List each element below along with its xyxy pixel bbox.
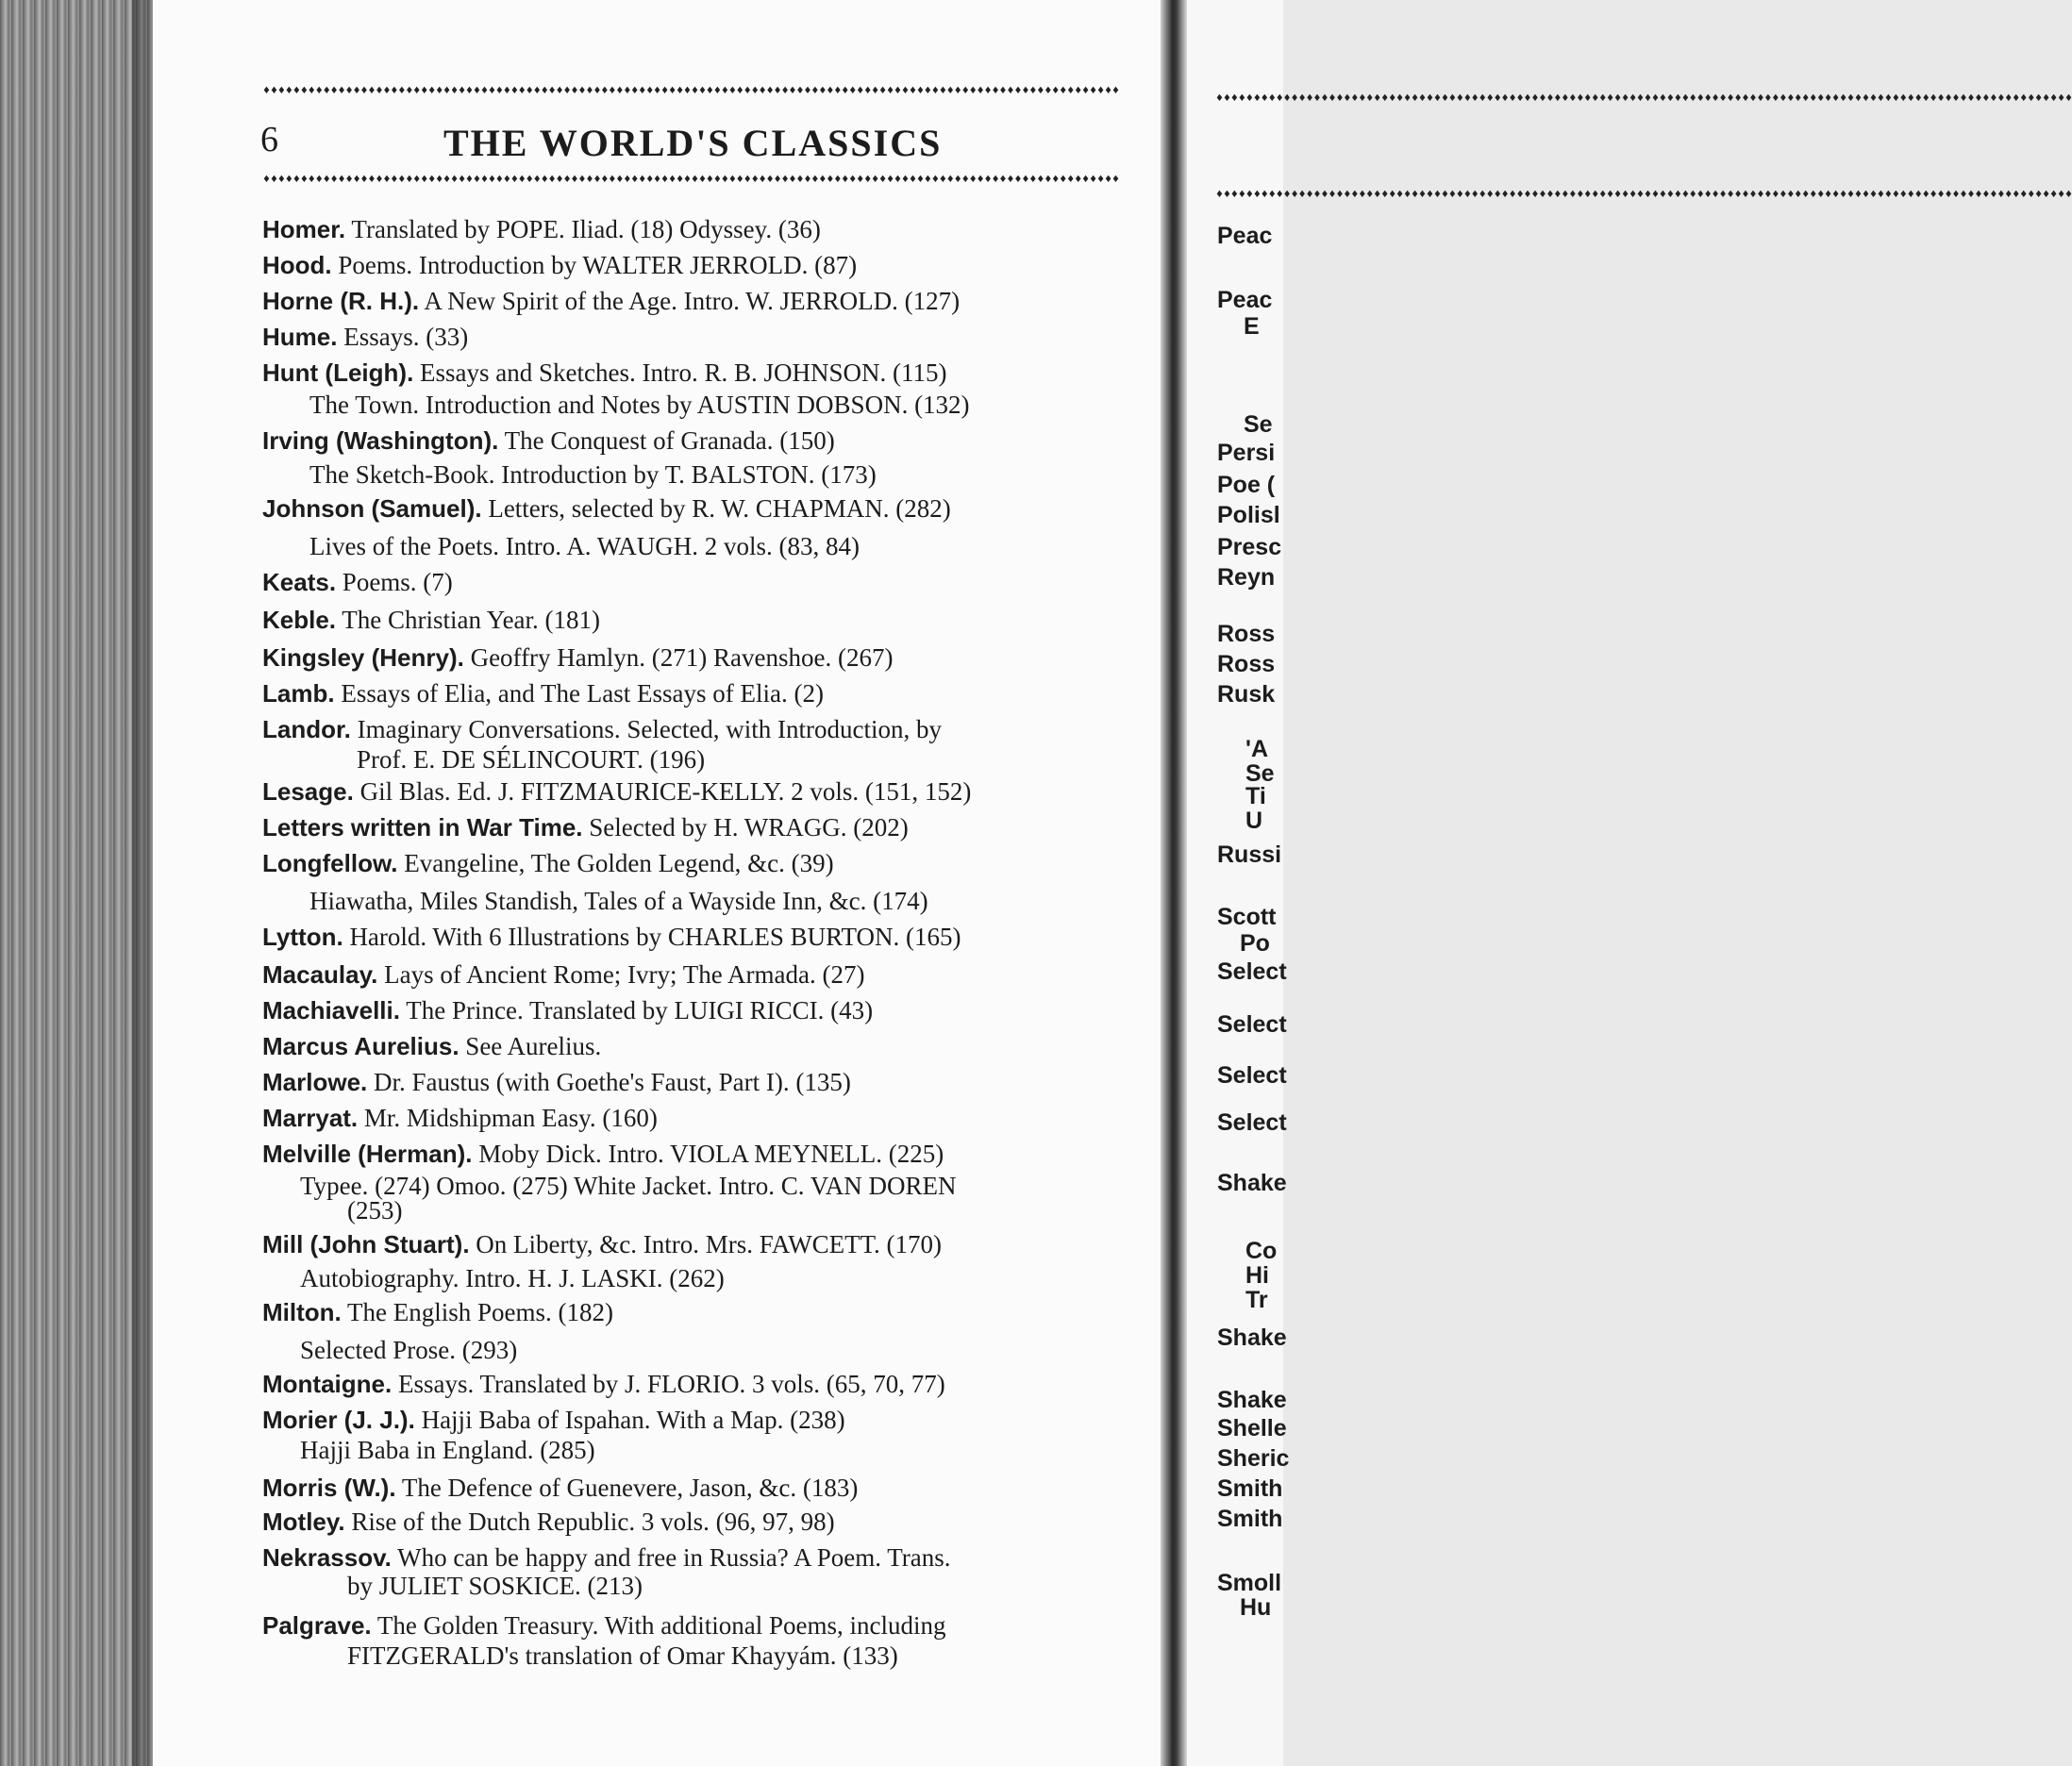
facing-entry: Smith: [1217, 1506, 1283, 1532]
author-name: Keble.: [262, 606, 337, 634]
entry-text: Prof. E. DE SÉLINCOURT. (196): [357, 745, 706, 774]
facing-entry: Smith: [1217, 1475, 1283, 1502]
facing-entry: Se: [1245, 760, 1275, 787]
entry-text: Lives of the Poets. Intro. A. WAUGH. 2 vols. (83, 84): [309, 532, 860, 560]
author-name: Hume.: [262, 323, 338, 351]
facing-entry: Shake: [1217, 1324, 1287, 1351]
facing-entry: Se: [1244, 411, 1273, 438]
facing-entry: Ross: [1217, 621, 1276, 647]
facing-entry: Hu: [1240, 1594, 1272, 1621]
author-name: Marlowe.: [262, 1068, 368, 1096]
author-name: Marcus Aurelius.: [262, 1032, 460, 1060]
catalogue-line: [309, 885, 928, 917]
catalogue-line: [262, 847, 834, 879]
author-name: Lytton.: [262, 923, 343, 951]
entry-text: Letters, selected by R. W. CHAPMAN. (282): [488, 494, 951, 523]
catalogue-line: [300, 1262, 725, 1294]
catalogue-line: [262, 604, 600, 636]
entry-text: The Defence of Guenevere, Jason, &c. (183): [401, 1474, 859, 1502]
entry-text: FITZGERALD's translation of Omar Khayyám. (133): [347, 1641, 898, 1670]
catalogue-line: [262, 1066, 851, 1098]
entry-text: The Town. Introduction and Notes by AUSTIN DOBSON. (132): [309, 391, 970, 419]
author-name: Palgrave.: [262, 1611, 372, 1640]
entry-text: Hajji Baba in England. (285): [300, 1436, 595, 1464]
entry-text: Essays and Sketches. Intro. R. B. JOHNSON. (115): [420, 358, 947, 387]
entry-text: See Aurelius.: [465, 1032, 602, 1060]
catalogue-line: [262, 321, 468, 353]
catalogue-line: [262, 1228, 942, 1260]
entry-text: Essays. (33): [343, 323, 469, 351]
entry-text: The Golden Treasury. With additional Poems, including: [376, 1611, 946, 1640]
book-gutter: [1161, 0, 1187, 1766]
catalogue-line: [262, 677, 824, 709]
facing-entry: Persi: [1217, 440, 1276, 466]
author-name: Kingsley (Henry).: [262, 643, 464, 672]
facing-entry: Peac: [1217, 287, 1273, 313]
catalogue-line: [262, 1102, 658, 1134]
author-name: Johnson (Samuel).: [262, 494, 482, 523]
catalogue-line: [262, 994, 873, 1026]
facing-entry: 'A: [1245, 736, 1268, 762]
author-name: Keats.: [262, 568, 337, 596]
top-ornament-rule: ♦♦♦♦♦♦♦♦♦♦♦♦♦♦♦♦♦♦♦♦♦♦♦♦♦♦♦♦♦♦♦♦♦♦♦♦♦♦♦♦♦♦♦♦♦♦♦♦♦♦♦♦♦♦♦♦♦♦♦♦♦♦♦♦♦♦♦♦♦♦♦♦♦♦♦♦♦♦♦♦♦♦♦♦♦♦♦♦♦♦♦♦♦♦♦♦♦♦♦♦♦♦♦♦♦♦♦♦♦♦♦♦♦♦: [262, 86, 1119, 96]
catalogue-line: [262, 1404, 845, 1436]
entry-text: Evangeline, The Golden Legend, &c. (39): [404, 849, 834, 877]
entry-text: Essays. Translated by J. FLORIO. 3 vols. (65, 70, 77): [397, 1370, 945, 1398]
facing-entry: Select: [1217, 1109, 1287, 1136]
author-name: Letters written in War Time.: [262, 813, 583, 841]
entry-text: Moby Dick. Intro. VIOLA MEYNELL. (225): [478, 1140, 944, 1168]
facing-entry: Rusk: [1217, 681, 1276, 708]
author-name: Homer.: [262, 215, 346, 243]
catalogue-line: [262, 1368, 945, 1400]
facing-entry: Po: [1240, 930, 1270, 957]
entry-text: Who can be happy and free in Russia? A Poem. Trans.: [397, 1543, 951, 1572]
entry-text: Selected by H. WRAGG. (202): [589, 813, 909, 841]
facing-entry: Select: [1217, 1011, 1287, 1038]
author-name: Longfellow.: [262, 849, 398, 877]
catalogue-line: [262, 492, 951, 525]
catalogue-line: [262, 285, 960, 317]
catalogue-line: [262, 641, 893, 674]
catalogue-line: [262, 249, 857, 281]
catalogue-line: [262, 425, 835, 457]
facing-entry: Hi: [1245, 1262, 1269, 1289]
catalogue-line: [262, 1609, 946, 1641]
entry-text: Rise of the Dutch Republic. 3 vols. (96, 97, 98): [351, 1508, 835, 1536]
facing-entry: Polisl: [1217, 502, 1280, 528]
entry-text: Geoffry Hamlyn. (271) Ravenshoe. (267): [470, 643, 894, 672]
author-name: Morris (W.).: [262, 1474, 396, 1502]
entry-text: Gil Blas. Ed. J. FITZMAURICE-KELLY. 2 vols. (151, 152): [359, 777, 972, 806]
facing-entry: Smoll: [1217, 1570, 1282, 1596]
author-name: Montaigne.: [262, 1370, 393, 1398]
facing-entry: Russi: [1217, 841, 1282, 868]
author-name: Macaulay.: [262, 960, 378, 989]
author-name: Mill (John Stuart).: [262, 1230, 470, 1258]
catalogue-line: [262, 1472, 858, 1504]
entry-text: Hajji Baba of Ispahan. With a Map. (238): [421, 1406, 845, 1434]
facing-entry: Co: [1245, 1238, 1278, 1264]
facing-entry: Tr: [1245, 1287, 1268, 1313]
facing-entry: Ti: [1245, 783, 1266, 809]
entry-text: Mr. Midshipman Easy. (160): [363, 1104, 658, 1132]
page-number: 6: [260, 120, 278, 159]
facing-ornament-top: ♦♦♦♦♦♦♦♦♦♦♦♦♦♦♦♦♦♦♦♦♦♦♦♦♦♦♦♦♦♦♦♦♦♦♦♦♦♦♦♦♦♦♦♦♦♦♦♦♦♦♦♦♦♦♦♦♦♦♦♦♦♦♦♦♦♦♦♦♦♦♦♦♦♦♦♦♦♦♦♦♦♦♦♦♦♦♦♦♦♦♦♦♦♦♦♦♦♦♦♦♦♦♦♦♦♦♦♦♦♦♦♦♦♦: [1215, 93, 2072, 104]
entry-text: Selected Prose. (293): [300, 1336, 518, 1364]
author-name: Melville (Herman).: [262, 1140, 473, 1168]
author-name: Morier (J. J.).: [262, 1406, 415, 1434]
catalogue-line: [262, 1506, 835, 1538]
facing-entry: Ross: [1217, 651, 1276, 677]
facing-entry: Peac: [1217, 223, 1273, 249]
catalogue-line: [262, 213, 821, 245]
author-name: Motley.: [262, 1508, 345, 1536]
page-title: THE WORLD'S CLASSICS: [443, 122, 943, 164]
author-name: Horne (R. H.).: [262, 287, 420, 315]
entry-text: (253): [347, 1196, 403, 1225]
entry-text: Autobiography. Intro. H. J. LASKI. (262): [300, 1264, 725, 1292]
facing-entry: Shelle: [1217, 1415, 1287, 1441]
facing-page: [1187, 0, 2072, 1766]
author-name: Nekrassov.: [262, 1543, 392, 1572]
catalogue-line: [347, 1570, 643, 1602]
facing-entry: Shake: [1217, 1170, 1287, 1196]
catalogue-line: [309, 458, 877, 491]
facing-entry: Reyn: [1217, 564, 1276, 591]
catalogue-line: [262, 1030, 601, 1062]
author-name: Machiavelli.: [262, 996, 400, 1025]
catalogue-line: [347, 1194, 402, 1226]
facing-entry: Presc: [1217, 534, 1282, 560]
facing-entry: U: [1245, 808, 1263, 834]
entry-text: Harold. With 6 Illustrations by CHARLES BURTON. (165): [349, 923, 961, 951]
entry-text: by JULIET SOSKICE. (213): [347, 1572, 643, 1600]
bottom-ornament-rule: ♦♦♦♦♦♦♦♦♦♦♦♦♦♦♦♦♦♦♦♦♦♦♦♦♦♦♦♦♦♦♦♦♦♦♦♦♦♦♦♦♦♦♦♦♦♦♦♦♦♦♦♦♦♦♦♦♦♦♦♦♦♦♦♦♦♦♦♦♦♦♦♦♦♦♦♦♦♦♦♦♦♦♦♦♦♦♦♦♦♦♦♦♦♦♦♦♦♦♦♦♦♦♦♦♦♦♦♦♦♦♦♦♦♦: [262, 175, 1119, 185]
entry-text: Poems. Introduction by WALTER JERROLD. (87): [338, 251, 858, 279]
catalogue-line: [262, 713, 942, 745]
entry-text: Translated by POPE. Iliad. (18) Odyssey. (36): [351, 215, 821, 243]
author-name: Lamb.: [262, 679, 335, 708]
entry-text: Imaginary Conversations. Selected, with Introduction, by: [357, 715, 943, 743]
catalogue-line: [262, 775, 971, 808]
entry-text: The Prince. Translated by LUIGI RICCI. (43): [406, 996, 874, 1025]
catalogue-line: [309, 389, 970, 421]
catalogue-line: [347, 1640, 898, 1672]
entry-text: The Sketch-Book. Introduction by T. BALSTON. (173): [309, 460, 877, 489]
author-name: Hunt (Leigh).: [262, 358, 414, 387]
entry-text: The Christian Year. (181): [342, 606, 601, 634]
entry-text: The Conquest of Granada. (150): [504, 426, 835, 455]
facing-ornament-bottom: ♦♦♦♦♦♦♦♦♦♦♦♦♦♦♦♦♦♦♦♦♦♦♦♦♦♦♦♦♦♦♦♦♦♦♦♦♦♦♦♦♦♦♦♦♦♦♦♦♦♦♦♦♦♦♦♦♦♦♦♦♦♦♦♦♦♦♦♦♦♦♦♦♦♦♦♦♦♦♦♦♦♦♦♦♦♦♦♦♦♦♦♦♦♦♦♦♦♦♦♦♦♦♦♦♦♦♦♦♦♦♦♦♦♦: [1215, 190, 2072, 200]
author-name: Hood.: [262, 251, 332, 279]
entry-text: Typee. (274) Omoo. (275) White Jacket. Intro. C. VAN DOREN: [300, 1172, 957, 1200]
author-name: Lesage.: [262, 777, 354, 806]
author-name: Irving (Washington).: [262, 426, 499, 455]
author-name: Landor.: [262, 715, 351, 743]
facing-entry: Scott: [1217, 904, 1277, 930]
author-name: Milton.: [262, 1298, 342, 1326]
catalogue-line: [300, 1334, 517, 1366]
catalogue-line: [262, 566, 453, 598]
catalogue-line: [262, 921, 961, 953]
entry-text: Hiawatha, Miles Standish, Tales of a Wayside Inn, &c. (174): [309, 887, 928, 915]
facing-entry: Select: [1217, 958, 1287, 985]
entry-text: Essays of Elia, and The Last Essays of Elia. (2): [341, 679, 824, 708]
entry-text: Lays of Ancient Rome; Ivry; The Armada. (27): [384, 960, 865, 989]
facing-entry: Poe (: [1217, 472, 1276, 498]
facing-entry: Select: [1217, 1062, 1287, 1089]
catalogue-line: [262, 1138, 944, 1170]
entry-text: Poems. (7): [342, 568, 453, 596]
entry-text: The English Poems. (182): [347, 1298, 614, 1326]
entry-text: A New Spirit of the Age. Intro. W. JERROLD. (127): [424, 287, 961, 315]
entry-text: Dr. Faustus (with Goethe's Faust, Part I). (135): [374, 1068, 851, 1096]
catalogue-line: [262, 1296, 613, 1328]
author-name: Marryat.: [262, 1104, 359, 1132]
catalogue-line: [262, 1541, 951, 1574]
catalogue-line: [300, 1434, 595, 1466]
catalogue-line: [262, 811, 909, 843]
catalogue-line: [357, 743, 705, 775]
facing-entry: Shake: [1217, 1387, 1287, 1413]
catalogue-line: [262, 958, 864, 991]
catalogue-line: [262, 357, 947, 389]
entry-text: On Liberty, &c. Intro. Mrs. FAWCETT. (170): [476, 1230, 943, 1258]
facing-entry: Sheric: [1217, 1445, 1290, 1472]
catalogue-line: [309, 530, 860, 562]
facing-entry: E: [1244, 313, 1260, 340]
